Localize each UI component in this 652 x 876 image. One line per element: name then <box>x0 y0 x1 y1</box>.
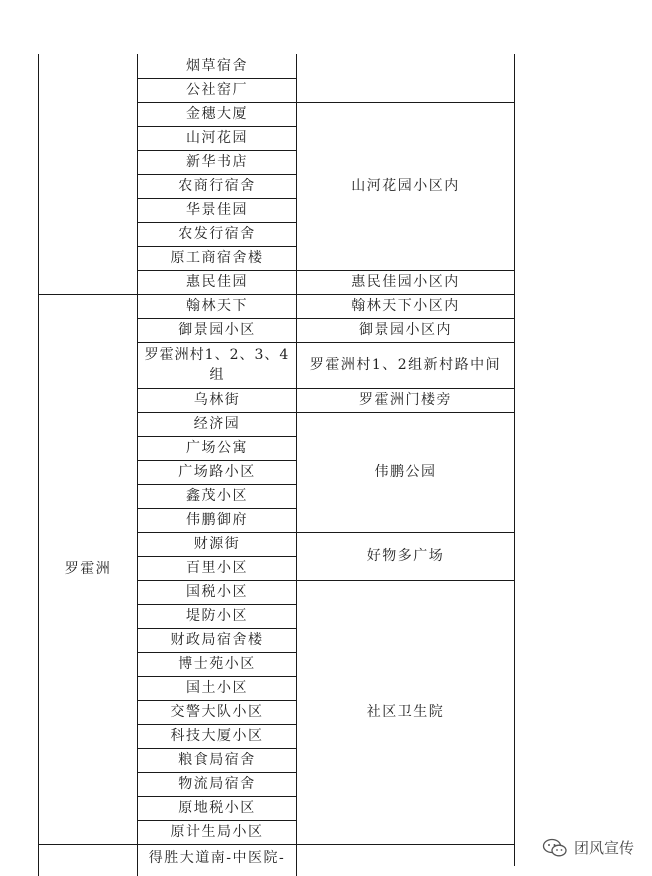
table-cell-name: 御景园小区 <box>178 322 256 338</box>
watermark-text: 团风宣传 <box>573 839 634 857</box>
table-cell-location: 惠民佳园小区内 <box>351 274 460 290</box>
table-cell-name: 原计生局小区 <box>170 824 264 840</box>
table-cell-name: 原地税小区 <box>178 800 256 816</box>
table-cell-name: 华景佳园 <box>186 202 248 218</box>
table-cell-name: 财政局宿舍楼 <box>170 632 264 648</box>
table-rule <box>38 844 138 845</box>
table-cell-name: 原工商宿舍楼 <box>170 250 264 266</box>
table-cell-name: 新华书店 <box>186 154 248 170</box>
wechat-icon <box>542 838 568 858</box>
table-cell-name: 伟鹏御府 <box>186 512 248 528</box>
table-cell-location: 山河花园小区内 <box>351 178 460 194</box>
table-cell-location: 翰林天下小区内 <box>351 298 460 314</box>
table-cell-name: 经济园 <box>193 416 241 432</box>
table-cell-name: 罗霍洲村1、2、3、4组 <box>144 347 290 383</box>
watermark <box>542 837 634 858</box>
table-rule <box>514 54 515 866</box>
table-cell-name: 博士苑小区 <box>178 656 256 672</box>
table-cell-name: 山河花园 <box>186 130 248 146</box>
table-cell-name: 烟草宿舍 <box>186 58 248 74</box>
table-cell-location: 罗霍洲村1、2组新村路中间 <box>309 357 502 373</box>
table-cell-name: 惠民佳园 <box>186 274 248 290</box>
table-cell-name: 鑫茂小区 <box>186 488 248 504</box>
table-cell-location: 好物多广场 <box>366 548 445 564</box>
table-cell-name: 交警大队小区 <box>170 704 264 720</box>
table-cell-name: 科技大厦小区 <box>170 728 264 744</box>
table-cell-name: 金穗大厦 <box>186 106 248 122</box>
table-cell-name: 粮食局宿舍 <box>178 752 256 768</box>
table-cell-name: 广场路小区 <box>178 464 256 480</box>
table-cell-name: 翰林天下 <box>186 298 248 314</box>
table-cell-location: 御景园小区内 <box>359 322 452 338</box>
table-cell-name: 百里小区 <box>186 560 248 576</box>
table-cell-name: 农商行宿舍 <box>178 178 256 194</box>
table-cell-name: 广场公寓 <box>186 440 248 456</box>
table-cell-name: 国土小区 <box>186 680 248 696</box>
table-cell-name: 国税小区 <box>186 584 248 600</box>
table-cell-name: 财源街 <box>193 536 241 552</box>
table-cell-location: 伟鹏公园 <box>374 464 437 480</box>
table-cell-name: 公社窑厂 <box>186 82 248 98</box>
table-cell-community: 罗霍洲 <box>64 561 112 577</box>
table-rule <box>296 844 515 845</box>
table-cell-name: 乌林街 <box>193 392 241 408</box>
table-cell-name: 堤防小区 <box>186 608 248 624</box>
table-cell-location: 罗霍洲门楼旁 <box>359 392 452 408</box>
table-cell-location: 社区卫生院 <box>366 704 445 720</box>
table-cell-name: 物流局宿舍 <box>178 776 256 792</box>
table-cell-name: 农发行宿舍 <box>178 226 256 242</box>
table-cell-name: 得胜大道南-中医院- <box>148 850 286 866</box>
